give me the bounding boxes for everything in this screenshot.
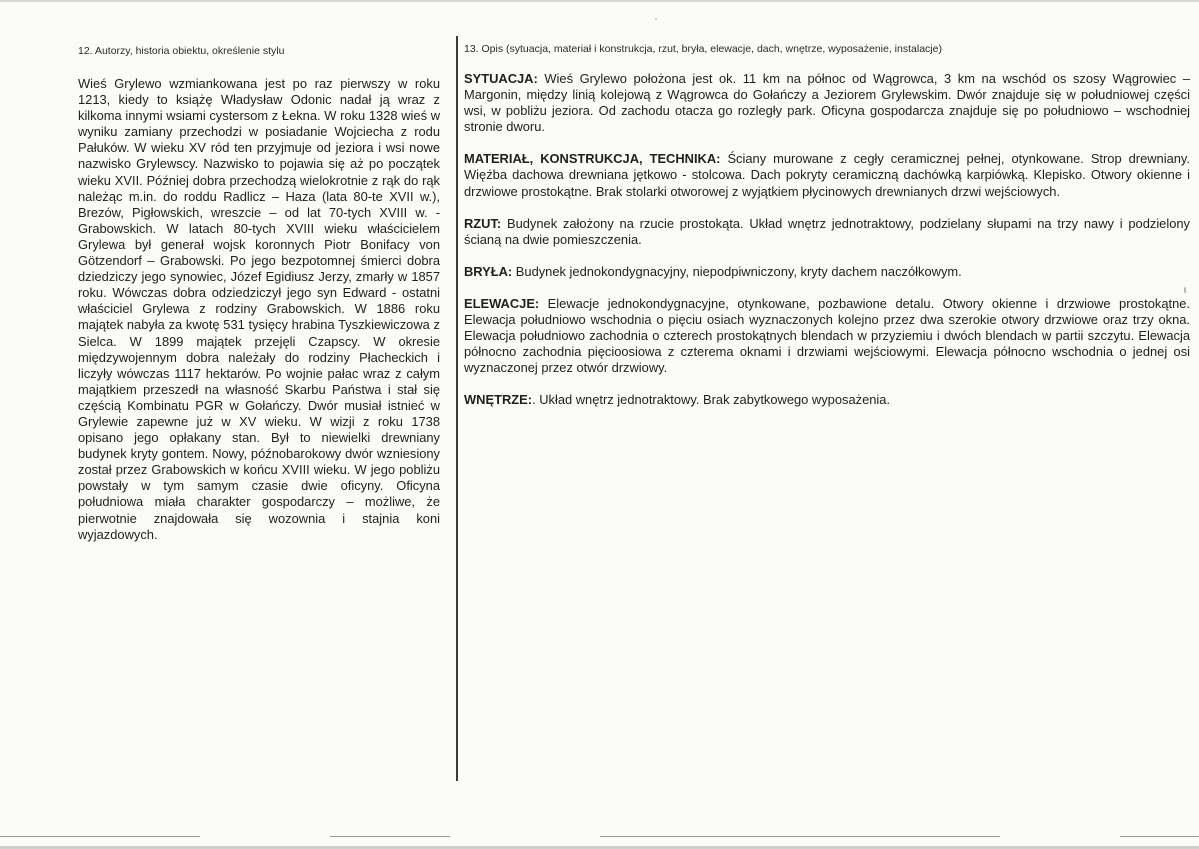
section-heading: MATERIAŁ, KONSTRUKCJA, TECHNIKA: xyxy=(464,151,721,167)
scan-speck xyxy=(655,18,657,20)
section-heading: ELEWACJE: xyxy=(464,295,540,311)
column-divider xyxy=(456,36,458,781)
section-text: Ściany murowane z cegły ceramicznej pełnej, otynkowane. Strop drewniany. Więźba dachowa drewniana jętkowo - stolcowa. Dach pokryty ceramiczną dachówką karpiówką. Klepisko. Otwory okienne i drzwiowe prostokątne. Brak stolarki otworowej z wyjątkiem płycinowych drewnianych drzwi wejściowych. xyxy=(464,151,1190,199)
section-heading: BRYŁA: xyxy=(464,263,513,279)
right-section-title: 13. Opis (sytuacja, materiał i konstrukcja, rzut, bryła, elewacje, dach, wnętrze, wyposażenie, instalacje) xyxy=(464,43,942,55)
history-text: Wieś Grylewo wzmiankowana jest po raz pierwszy w roku 1213, kiedy to książę Władysław Odonic nadał ją wraz z kilkoma innymi wsiami cystersom z Łekna. W roku 1328 wieś w wyniku zamiany przechodzi w posiadanie Wojciecha z rodu Pałuków. W wieku XV ród ten przyjmuje od jeziora i wsi nowe nazwisko Grylewscy. Nazwisko to pojawia się aż po początek wieku XVII. Później dobra przechodzą wielokrotnie z rąk do rąk należąc m.in. do roddu Radlicz – Haza (lata 80-te XVII w.), Brezów, Pigłowskich, wreszcie – od lat 70-tych XVIII w. - Grabowskich. W latach 80-tych XVIII wieku właścicielem Grylewa był generał wojsk koronnych Piotr Bonifacy von Götzendorf – Grabowski. Po jego bezpotomnej śmierci dobra dziedziczy jego synowiec, Józef Egidiusz Jerzy, zmarły w 1857 roku. Wówczas dobra odziedziczył jego syn Edward - ostatni właściciel Grylewa z rodziny Grabowskich. W 1886 roku majątek nabyła za kwotę 531 tysięcy hrabina Tyszkiewiczowa z Sielca. W 1899 majątek przejęli Czapscy. W okresie międzywojennym dobra należały do rodziny Płacheckich i liczyły wówczas 1117 hektarów. Po wojnie pałac wraz z całym majątkiem przeszedł na własność Skarbu Państwa i stał się częścią Kombinatu PGR w Gołańczy. Dwór musiał istnieć w Grylewie zapewne już w XV wieku. W wizji z roku 1738 opisano jego opłakany stan. Był to niewielki drewniany budynek kryty gontem. Nowy, późnobarokowy dwór wzniesiony został przez Grabowskich w końcu XVIII wieku. W jego pobliżu powstały w tym samym czasie dwie oficyny. Oficyna południowa miała charakter gospodarczy – możliwe, że pierwotnie znajdowała się wozownia i stajnia koni wyjazdowych. xyxy=(78,76,440,542)
scan-artifact-line xyxy=(600,836,1000,837)
section-sytuacja xyxy=(464,71,1190,135)
section-text: Budynek jednokondygnacyjny, niepodpiwniczony, kryty dachem naczółkowym. xyxy=(512,263,962,279)
section-wnetrze xyxy=(464,392,1190,408)
section-text: Budynek założony na rzucie prostokąta. Układ wnętrz jednotraktowy, podzielany słupami na trzy nawy i podzielony ścianą na dwie pomieszczenia. xyxy=(464,215,1190,247)
left-section-title: 12. Autorzy, historia obiektu, określenie stylu xyxy=(78,45,285,57)
scan-speck xyxy=(1184,287,1186,293)
section-rzut xyxy=(464,216,1190,248)
section-heading: SYTUACJA: xyxy=(464,71,538,86)
section-heading: RZUT: xyxy=(464,215,502,231)
section-elewacje xyxy=(464,296,1190,376)
section-text: Elewacje jednokondygnacyjne, otynkowane, pozbawione detalu. Otwory okienne i drzwiowe prostokątne. Elewacja południowo wschodnia o pięciu osiach wyznaczonych kolejno przez dwa szerokie otwory drzwiowe oraz trzy okna. Elewacja południowo zachodnia o czterech prostokątnych blendach w przyziemiu i dwóch blendach w partii szczytu. Elewacja północno zachodnia pięcioosiowa z czterema oknami i drzwiami wejściowymi. Elewacja północno wschodnia o jednej osi wyznaczonej przez otwór drzwiowy. xyxy=(464,295,1190,376)
scan-artifact-line xyxy=(330,836,450,837)
section-bryla xyxy=(464,264,1190,280)
section-heading: WNĘTRZE: xyxy=(464,392,533,408)
section-material xyxy=(464,151,1190,199)
scan-artifact-line xyxy=(0,836,200,837)
section-text: Wieś Grylewo położona jest ok. 11 km na północ od Wągrowca, 3 km na wschód os szosy Wągrowiec – Margonin, między linią kolejową z Wągrowca do Gołańczy a Jeziorem Grylewskim. Dwór znajduje się w południowej części wsi, w pobliżu jeziora. Od zachodu otacza go rozległy park. Oficyna gospodarcza znajduje się po południowo – wschodniej stronie dworu. xyxy=(464,71,1190,135)
section-text: . Układ wnętrz jednotraktowy. Brak zabytkowego wyposażenia. xyxy=(532,392,891,408)
scan-edge-top xyxy=(0,0,1199,2)
scan-artifact-line xyxy=(1120,836,1199,837)
description-sections xyxy=(464,71,1190,425)
